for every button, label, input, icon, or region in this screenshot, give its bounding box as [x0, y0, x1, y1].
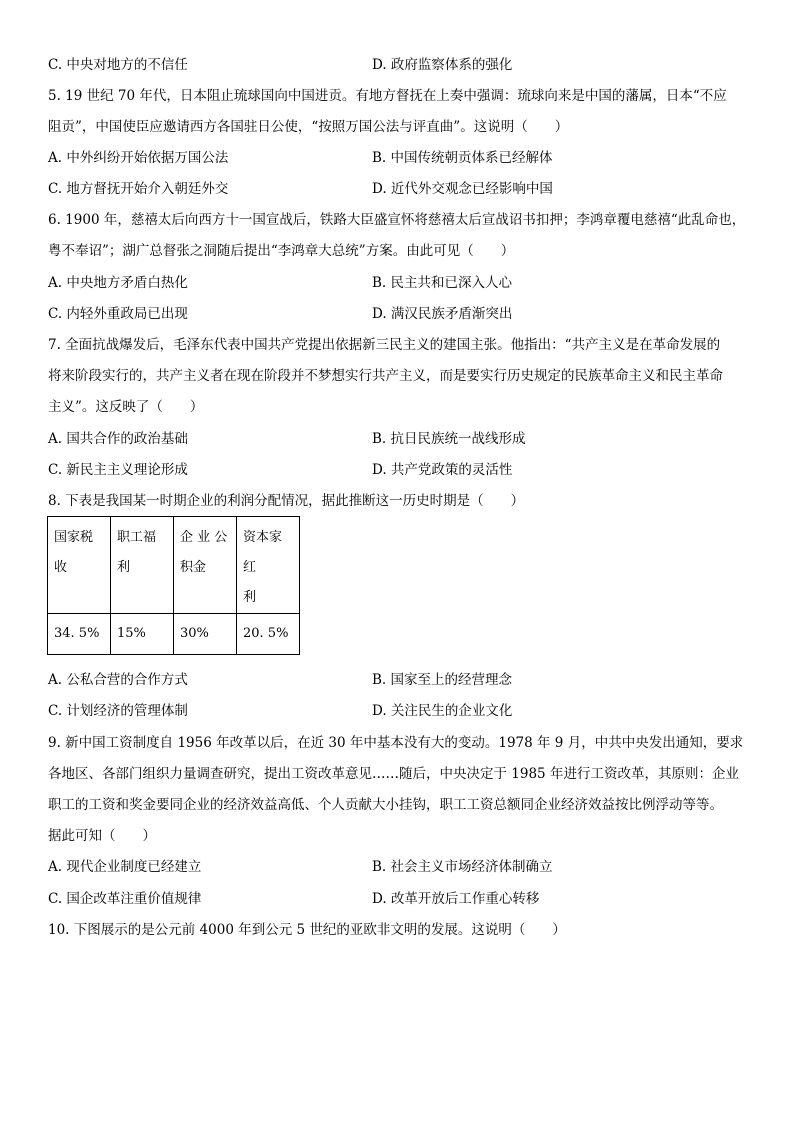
q9-stem-line-4: 据此可知（ ） [48, 828, 156, 844]
q8-stem: 8. 下表是我国某一时期企业的利润分配情况，据此推断这一历史时期是（ ） [48, 493, 525, 509]
profit-distribution-table [47, 516, 300, 655]
header-text: 资本家红 [243, 530, 283, 575]
q9-option-b[interactable]: B. 社会主义市场经济体制确立 [372, 859, 553, 875]
q4-option-d[interactable]: D. 政府监察体系的强化 [372, 57, 513, 73]
table-header-cell [237, 517, 300, 614]
q5-option-c[interactable]: C. 地方督抚开始介入朝廷外交 [48, 181, 229, 197]
q9-stem-line-2: 各地区、各部门组织力量调查研究，提出工资改革意见……随后，中央决定于 1985 年进行工资改革，其原则：企业 [48, 766, 739, 782]
table-header-cell [111, 517, 174, 614]
table-cell-tax: 34. 5% [48, 614, 111, 655]
q8-option-b[interactable]: B. 国家至上的经营理念 [372, 672, 513, 688]
header-text: 国家税 [54, 530, 94, 545]
q7-option-d[interactable]: D. 共产党政策的灵活性 [372, 462, 513, 478]
header-text: 积金 [180, 560, 207, 575]
q7-stem-line-2: 将来阶段实行的，共产主义者在现在阶段并不梦想实行共产主义，而是要实行历史规定的民族革命主义和民主革命 [48, 368, 723, 384]
q6-option-b[interactable]: B. 民主共和已深入人心 [372, 275, 513, 291]
q5-option-d[interactable]: D. 近代外交观念已经影响中国 [372, 181, 553, 197]
header-text: 职工福 [117, 530, 157, 545]
q6-stem-line-2: 粤不奉诏”；湖广总督张之洞随后提出“李鸿章大总统”方案。由此可见（ ） [48, 243, 515, 259]
table-cell-dividend: 20. 5% [237, 614, 300, 655]
q9-stem-line-1: 9. 新中国工资制度自 1956 年改革以后，在近 30 年中基本没有大的变动。1978 年 9 月，中共中央发出通知，要求 [48, 735, 744, 751]
table-cell-welfare: 15% [111, 614, 174, 655]
header-text: 利 [117, 560, 131, 575]
header-text: 企 业 公 [180, 530, 228, 545]
table-header-cell [48, 517, 111, 614]
table-cell-reserve: 30% [174, 614, 237, 655]
q8-option-d[interactable]: D. 关注民生的企业文化 [372, 703, 513, 719]
q7-stem-line-1: 7. 全面抗战爆发后，毛泽东代表中国共产党提出依据新三民主义的建国主张。他指出：“共产主义是在革命发展的 [48, 337, 721, 353]
q9-option-a[interactable]: A. 现代企业制度已经建立 [48, 859, 202, 875]
q6-option-a[interactable]: A. 中央地方矛盾白热化 [48, 275, 188, 291]
q5-stem-line-2: 阻贡”，中国使臣应邀请西方各国驻日公使，“按照万国公法与评直曲”。这说明（ ） [48, 119, 569, 135]
table-header-row [48, 517, 300, 614]
q6-stem-line-1: 6. 1900 年，慈禧太后向西方十一国宣战后，铁路大臣盛宣怀将慈禧太后宣战诏书扣押；李鸿章覆电慈禧“此乱命也， [48, 212, 746, 228]
q7-option-c[interactable]: C. 新民主主义理论形成 [48, 462, 188, 478]
q4-option-c[interactable]: C. 中央对地方的不信任 [48, 57, 188, 73]
header-text: 利 [243, 590, 257, 605]
q8-option-c[interactable]: C. 计划经济的管理体制 [48, 703, 188, 719]
header-text: 收 [54, 560, 68, 575]
q6-option-c[interactable]: C. 内轻外重政局已出现 [48, 306, 188, 322]
q10-stem: 10. 下图展示的是公元前 4000 年到公元 5 世纪的亚欧非文明的发展。这说明（ ） [48, 922, 566, 938]
q5-option-b[interactable]: B. 中国传统朝贡体系已经解体 [372, 150, 553, 166]
q7-option-a[interactable]: A. 国共合作的政治基础 [48, 431, 188, 447]
q9-option-c[interactable]: C. 国企改革注重价值规律 [48, 891, 202, 907]
q7-stem-line-3: 主义”。这反映了（ ） [48, 399, 204, 415]
table-header-cell [174, 517, 237, 614]
q9-option-d[interactable]: D. 改革开放后工作重心转移 [372, 891, 540, 907]
q5-option-a[interactable]: A. 中外纠纷开始依据万国公法 [48, 150, 229, 166]
q9-stem-line-3: 职工的工资和奖金要同企业的经济效益高低、个人贡献大小挂钩，职工工资总额同企业经济效益按比例浮动等等。 [48, 797, 723, 813]
table-row [48, 614, 300, 655]
q7-option-b[interactable]: B. 抗日民族统一战线形成 [372, 431, 526, 447]
q8-option-a[interactable]: A. 公私合营的合作方式 [48, 672, 188, 688]
q6-option-d[interactable]: D. 满汉民族矛盾渐突出 [372, 306, 513, 322]
q5-stem-line-1: 5. 19 世纪 70 年代，日本阻止琉球国向中国进贡。有地方督抚在上奏中强调：琉球向来是中国的藩属，日本“不应 [48, 88, 727, 104]
